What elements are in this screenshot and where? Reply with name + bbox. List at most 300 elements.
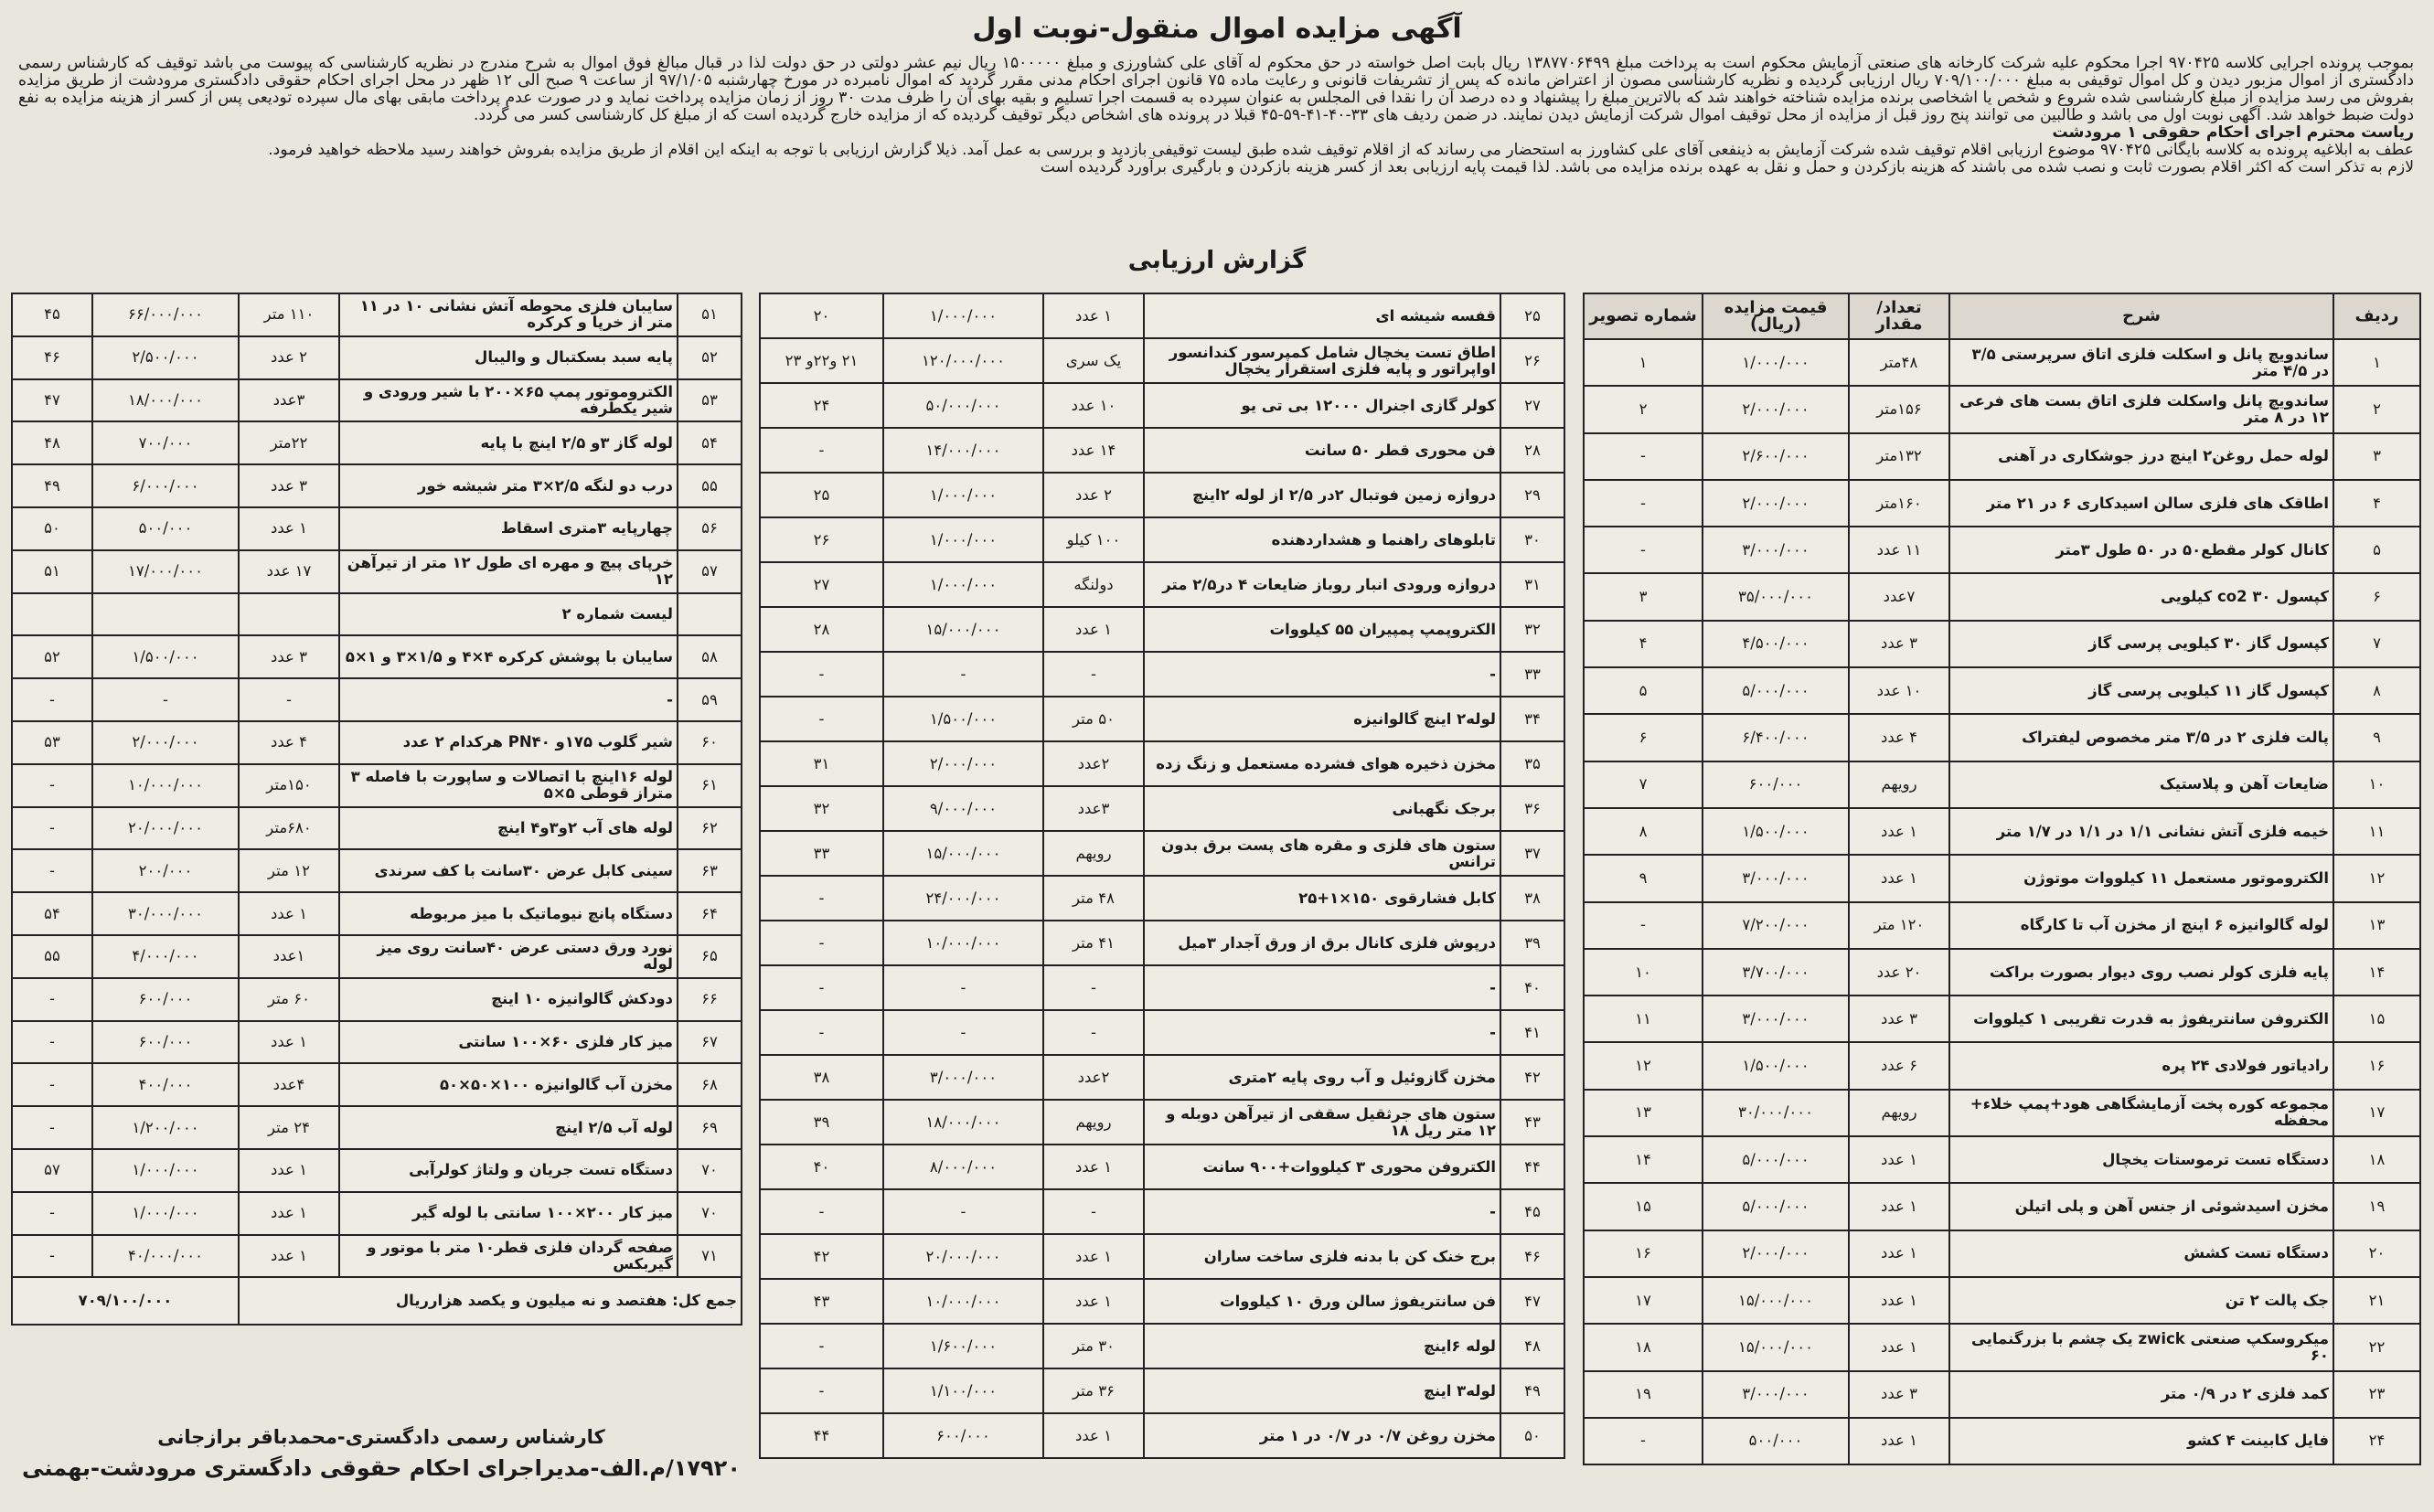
cell-image-no: ۱ [1584, 339, 1703, 386]
cell-quantity: ۷عدد [1849, 573, 1949, 620]
notice-title: آگهی مزایده اموال منقول-نوبت اول [972, 13, 1462, 45]
cell-row-no: ۵۱ [678, 293, 742, 336]
cell-row-no: ۱۲ [2333, 855, 2420, 901]
cell-quantity: - [239, 678, 339, 721]
cell-row-no: ۶۱ [678, 764, 742, 807]
cell-row-no: ۱۶ [2333, 1042, 2420, 1089]
cell-quantity [239, 593, 339, 636]
cell-image-no: - [12, 764, 92, 807]
cell-price: ۵۰۰/۰۰۰ [1703, 1418, 1849, 1464]
cell-price: ۱/۶۰۰/۰۰۰ [883, 1324, 1043, 1368]
cell-description: مخزن آب گالوانیزه ۱۰۰×۵۰×۵۰ [339, 1063, 678, 1106]
cell-price: ۳۵/۰۰۰/۰۰۰ [1703, 573, 1849, 620]
cell-row-no: ۱۱ [2333, 808, 2420, 855]
cell-description: ساندویچ پانل و اسکلت فلزی اتاق سرپرستی ۳/۵ در ۴/۵ متر [1949, 339, 2333, 386]
header-image: شماره تصویر [1584, 293, 1703, 339]
evaluation-table-3 [11, 293, 742, 1326]
cell-row-no: ۳۵ [1500, 741, 1564, 786]
table-row [12, 978, 742, 1021]
cell-image-no: ۴۲ [760, 1234, 883, 1279]
cell-quantity: ۱ عدد [1043, 1145, 1144, 1189]
cell-price: ۳/۰۰۰/۰۰۰ [1703, 855, 1849, 901]
cell-row-no: ۲۱ [2333, 1277, 2420, 1324]
table-row [760, 562, 1564, 607]
cell-description: کابل فشارقوی ۱۵۰×۱+۲۵ [1144, 876, 1500, 921]
cell-description: پالت فلزی ۲ در ۳/۵ متر مخصوص لیفتراک [1949, 714, 2333, 761]
cell-row-no: ۴ [2333, 480, 2420, 527]
cell-description: دروازه ورودی انبار روباز ضایعات ۴ در۲/۵ متر [1144, 562, 1500, 607]
cell-row-no: ۳ [2333, 433, 2420, 480]
table-row [1584, 339, 2420, 386]
table-row [760, 517, 1564, 562]
cell-description: لوله های آب ۲و۳و۴ اینچ [339, 807, 678, 850]
cell-description: ضایعات آهن و پلاستیک [1949, 761, 2333, 808]
cell-row-no: ۴۹ [1500, 1368, 1564, 1413]
cell-price: ۲/۰۰۰/۰۰۰ [1703, 386, 1849, 432]
cell-quantity: ۳ عدد [239, 464, 339, 507]
cell-description: لوله حمل روغن۲ اینچ درز جوشکاری در آهنی [1949, 433, 2333, 480]
table-row [760, 1055, 1564, 1100]
cell-quantity: ۱۵۰متر [239, 764, 339, 807]
cell-quantity: ۱۵۶متر [1849, 386, 1949, 432]
cell-description: مخزن ذخیره هوای فشرده مستعمل و زنگ زده [1144, 741, 1500, 786]
cell-image-no: - [12, 807, 92, 850]
cell-price: ۷۰۰/۰۰۰ [92, 421, 239, 464]
cell-image-no: ۱۷ [1584, 1277, 1703, 1324]
cell-image-no: - [760, 965, 883, 1010]
cell-image-no: - [760, 1368, 883, 1413]
cell-image-no: ۲۷ [760, 562, 883, 607]
cell-price: ۵/۰۰۰/۰۰۰ [1703, 1136, 1849, 1183]
cell-price: ۵۰/۰۰۰/۰۰۰ [883, 383, 1043, 428]
cell-quantity: ۶۸۰متر [239, 807, 339, 850]
cell-description: فن محوری قطر ۵۰ سانت [1144, 428, 1500, 473]
table-row [12, 849, 742, 892]
cell-image-no: - [760, 921, 883, 965]
cell-row-no: ۶۵ [678, 935, 742, 978]
table-row [760, 786, 1564, 831]
cell-quantity: ۱ عدد [239, 1235, 339, 1278]
cell-price: ۲۴/۰۰۰/۰۰۰ [883, 876, 1043, 921]
cell-row-no: ۴۳ [1500, 1100, 1564, 1145]
cell-quantity: ۱ عدد [1849, 1183, 1949, 1230]
cell-price: ۱/۲۰۰/۰۰۰ [92, 1106, 239, 1149]
cell-price: ۱۵/۰۰۰/۰۰۰ [1703, 1324, 1849, 1370]
cell-image-no: ۴۸ [12, 421, 92, 464]
cell-description: الکتروپمپ پمپیران ۵۵ کیلووات [1144, 607, 1500, 652]
cell-price: ۱/۰۰۰/۰۰۰ [883, 517, 1043, 562]
cell-description: درب دو لنگه ۲/۵×۳ متر شیشه خور [339, 464, 678, 507]
cell-description: سایبان با پوشش کرکره ۴×۴ و ۱/۵×۳ و ۱×۵ [339, 635, 678, 678]
cell-quantity: ۳عدد [239, 379, 339, 422]
cell-image-no: ۵۷ [12, 1149, 92, 1192]
table-row [760, 1279, 1564, 1324]
cell-image-no: - [12, 678, 92, 721]
cell-quantity: ۴۸متر [1849, 339, 1949, 386]
cell-description: ساندویچ پانل واسکلت فلزی اتاق بست های فرعی ۱۲ در ۸ متر [1949, 386, 2333, 432]
cell-quantity: ۴۱ متر [1043, 921, 1144, 965]
cell-price: ۱۴/۰۰۰/۰۰۰ [883, 428, 1043, 473]
cell-quantity: ۱ عدد [1849, 1230, 1949, 1277]
cell-price: ۵/۰۰۰/۰۰۰ [1703, 1183, 1849, 1230]
cell-description: خیمه فلزی آتش نشانی ۱/۱ در ۱/۱ در ۱/۷ متر [1949, 808, 2333, 855]
cell-row-no: ۱۹ [2333, 1183, 2420, 1230]
cell-price: ۷/۲۰۰/۰۰۰ [1703, 902, 1849, 949]
cell-quantity: ۱۰ عدد [1849, 667, 1949, 714]
cell-description: - [1144, 652, 1500, 697]
cell-row-no: ۵۶ [678, 507, 742, 550]
cell-description: قفسه شیشه ای [1144, 293, 1500, 338]
total-label: جمع کل: هفتصد و نه میلیون و یکصد هزارریال [239, 1277, 742, 1325]
cell-quantity: ۳۰ متر [1043, 1324, 1144, 1368]
table-row [1584, 386, 2420, 432]
cell-description: کانال کولر مقطع۵۰ در ۵۰ طول ۳متر [1949, 527, 2333, 573]
cell-quantity: ۳عدد [1043, 786, 1144, 831]
cell-price: ۲/۰۰۰/۰۰۰ [1703, 480, 1849, 527]
table-row [760, 1234, 1564, 1279]
cell-image-no: ۵۵ [12, 935, 92, 978]
cell-quantity: ۱ عدد [239, 1149, 339, 1192]
cell-row-no: ۵۸ [678, 635, 742, 678]
cell-price: ۲/۶۰۰/۰۰۰ [1703, 433, 1849, 480]
cell-description: سینی کابل عرض ۳۰سانت با کف سرندی [339, 849, 678, 892]
total-row [12, 1277, 742, 1325]
table-row [760, 1145, 1564, 1189]
cell-price: ۱۷/۰۰۰/۰۰۰ [92, 550, 239, 593]
cell-description: لوله آب ۲/۵ اینچ [339, 1106, 678, 1149]
table-row [760, 831, 1564, 876]
cell-quantity: ۱ عدد [1043, 293, 1144, 338]
cell-row-no: ۳۲ [1500, 607, 1564, 652]
cell-image-no: ۳۸ [760, 1055, 883, 1100]
table-row [1584, 1042, 2420, 1089]
table-row [12, 1235, 742, 1278]
cell-row-no: ۲۸ [1500, 428, 1564, 473]
table-row [760, 652, 1564, 697]
table-row [12, 550, 742, 593]
table-row [12, 1192, 742, 1235]
cell-image-no [12, 593, 92, 636]
cell-row-no: ۲۵ [1500, 293, 1564, 338]
cell-row-no: ۶۹ [678, 1106, 742, 1149]
table-row [1584, 1371, 2420, 1418]
evaluation-table-2 [759, 293, 1565, 1459]
cell-price: ۱/۰۰۰/۰۰۰ [883, 293, 1043, 338]
cell-quantity: ۲۰ عدد [1849, 949, 1949, 996]
cell-quantity: ۶۰ متر [239, 978, 339, 1021]
cell-description: کولر گازی اجنرال ۱۲۰۰۰ بی تی یو [1144, 383, 1500, 428]
cell-quantity: ۲۲متر [239, 421, 339, 464]
intro-addressee: ریاست محترم اجرای احکام حقوقی ۱ مرودشت [2052, 123, 2414, 142]
cell-description: - [1144, 1189, 1500, 1234]
table-row [12, 593, 742, 636]
cell-row-no: ۱۷ [2333, 1090, 2420, 1136]
cell-image-no: - [1584, 527, 1703, 573]
cell-image-no: - [12, 978, 92, 1021]
cell-quantity: ۲عدد [1043, 1055, 1144, 1100]
cell-quantity: ۱ عدد [1043, 1413, 1144, 1458]
cell-row-no: ۵۵ [678, 464, 742, 507]
cell-description: صفحه گردان فلزی قطر۱۰ متر با موتور و گیربکس [339, 1235, 678, 1278]
cell-image-no: - [760, 1324, 883, 1368]
cell-quantity: ۱۲ متر [239, 849, 339, 892]
cell-price: ۴/۵۰۰/۰۰۰ [1703, 621, 1849, 667]
cell-row-no: ۸ [2333, 667, 2420, 714]
cell-row-no: ۵۷ [678, 550, 742, 593]
cell-price: ۱/۵۰۰/۰۰۰ [1703, 808, 1849, 855]
cell-description: دستگاه تست جریان و ولتاژ کولرآبی [339, 1149, 678, 1192]
cell-quantity: ۱ عدد [239, 507, 339, 550]
cell-row-no: ۴۱ [1500, 1010, 1564, 1055]
cell-row-no: ۲۹ [1500, 473, 1564, 517]
cell-quantity: ۱۳۲متر [1849, 433, 1949, 480]
cell-quantity: ۵۰ متر [1043, 697, 1144, 741]
cell-description: کپسول گاز ۱۱ کیلویی پرسی گاز [1949, 667, 2333, 714]
cell-description: الکتروفن سانتریفوژ به قدرت تقریبی ۱ کیلووات [1949, 996, 2333, 1042]
cell-price: ۲۰/۰۰۰/۰۰۰ [883, 1234, 1043, 1279]
cell-row-no: ۶۷ [678, 1021, 742, 1064]
cell-row-no: ۴۴ [1500, 1145, 1564, 1189]
cell-price: - [883, 1010, 1043, 1055]
cell-quantity: ۴عدد [239, 1063, 339, 1106]
table-row [760, 1189, 1564, 1234]
cell-image-no: ۶ [1584, 714, 1703, 761]
cell-image-no: ۱۰ [1584, 949, 1703, 996]
cell-row-no: ۳۴ [1500, 697, 1564, 741]
intro-paragraph: بموجب پرونده اجرایی کلاسه ۹۷۰۴۲۵ اجرا محکوم علیه شرکت کارخانه های صنعتی آزمایش محکوم است به پرداخت مبلغ ۱۳۸۷۷۰۶۴۹۹ ریال بابت اصل خواسته در حق محکوم له آقای علی کشاورزی و مبلغ ۱۵۰۰۰۰۰ ریال نیم عشر دولتی در حق دولت لذا در قبال مبالغ فوق اموال به شرح مندرج در نظریه کارشناسی که پیوست می باشد توقیف که کارشناس رسمی دادگستری از اموال مزبور دیدن و کل اموال توقیفی به مبلغ ۷۰۹/۱۰۰/۰۰۰ ریال ارزیابی گردیده و نظریه کارشناسی مصون از اعتراض مانده که پس از تشریفات قانونی و رعایت ماده ۷۵ قانون اجرای احکام مدنی مقرر گردید که اموال نامبرده در مورخ چهارشنبه ۹۷/۱/۰۵ از ساعت ۹ صبح الی ۱۲ ظهر در محل اجرای احکام حقوقی دادگستری مرودشت از طریق مزایده بفروش می رسد مزایده از مبلغ کارشناسی شده شروع و شخص یا اشخاصی برنده مزایده شناخته خواهند شد که بالاترین مبلغ را پیشنهاد و ده درصد آن را نقدا فی المجلس به عنوان سپرده به قسمت اجرا تسلیم و بقیه بهای آن را ظرف مدت ۳۰ روز از زمان مزایده پرداخت نماید و در صورت عدم پرداخت مابقی بهای مال سپرده تودیعی پس از کسر از هزینه مزایده به نفع دولت ضبط خواهد شد. آگهی نوبت اول می باشد و طالبین می توانند پنج روز قبل از مزایده از محل توقیف اموال شرکت آزمایش دیدن نمایند. در ضمن ردیف های ۳۳-۴۰-۴۱-۵۹-۴۵ قبلا در پرونده های اشخاص دیگر توقیف گردیده که از مزایده خارج گردیده است که از مبلغ کل کارشناسی کسر می گردد. [18, 54, 2414, 124]
cell-image-no: ۲۴ [760, 383, 883, 428]
cell-row-no: ۲۶ [1500, 338, 1564, 383]
report-title: گزارش ارزیابی [1127, 247, 1307, 274]
cell-price: ۳/۰۰۰/۰۰۰ [1703, 527, 1849, 573]
cell-image-no: - [12, 1235, 92, 1278]
cell-image-no: ۴۳ [760, 1279, 883, 1324]
table-row [1584, 1324, 2420, 1370]
table-row [760, 338, 1564, 383]
cell-quantity: - [1043, 1189, 1144, 1234]
cell-description: لوله۲ اینچ گالوانیزه [1144, 697, 1500, 741]
cell-quantity: ۱ عدد [239, 892, 339, 935]
cell-price: ۹/۰۰۰/۰۰۰ [883, 786, 1043, 831]
cell-description: لوله ۶اینچ [1144, 1324, 1500, 1368]
cell-description: میز کار فلزی ۶۰×۱۰۰ سانتی [339, 1021, 678, 1064]
table-row [760, 1010, 1564, 1055]
cell-price: ۱۸/۰۰۰/۰۰۰ [883, 1100, 1043, 1145]
cell-price: ۱۰/۰۰۰/۰۰۰ [883, 921, 1043, 965]
cell-price: ۶/۴۰۰/۰۰۰ [1703, 714, 1849, 761]
cell-row-no: ۳۰ [1500, 517, 1564, 562]
expert-signature: کارشناس رسمی دادگستری-محمدباقر برازجانی [157, 1426, 605, 1448]
cell-description: - [1144, 1010, 1500, 1055]
header-row-no: ردیف [2333, 293, 2420, 339]
cell-description: لیست شماره ۲ [339, 593, 678, 636]
cell-quantity: رویهم [1849, 1090, 1949, 1136]
cell-price: ۸/۰۰۰/۰۰۰ [883, 1145, 1043, 1189]
cell-image-no: ۸ [1584, 808, 1703, 855]
cell-quantity: ۱۱۰ متر [239, 293, 339, 336]
cell-price: ۴۰/۰۰۰/۰۰۰ [92, 1235, 239, 1278]
table-row [12, 421, 742, 464]
cell-row-no: ۷۰ [678, 1149, 742, 1192]
cell-description: دودکش گالوانیزه ۱۰ اینچ [339, 978, 678, 1021]
cell-row-no: ۴۶ [1500, 1234, 1564, 1279]
table-row [1584, 902, 2420, 949]
cell-image-no: ۲۰ [760, 293, 883, 338]
cell-price: ۱/۰۰۰/۰۰۰ [1703, 339, 1849, 386]
table-row [12, 764, 742, 807]
cell-image-no: ۴۰ [760, 1145, 883, 1189]
table-row [1584, 855, 2420, 901]
cell-quantity: ۲ عدد [239, 336, 339, 379]
notice-intro [18, 55, 2414, 176]
table-header-row [1584, 293, 2420, 339]
intro-paragraph: لازم به تذکر است که اکثر اقلام بصورت ثابت و نصب شده می باشند که هزینه بازکردن و حمل و نقل به عهده برنده مزایده می باشد. لذا قیمت پایه ارزیابی بعد از کسر هزینه بازکردن و بارگیری برآورد گردیده است [1040, 158, 2414, 176]
cell-price: ۲/۰۰۰/۰۰۰ [883, 741, 1043, 786]
cell-row-no: ۱۴ [2333, 949, 2420, 996]
table-row [12, 1149, 742, 1192]
cell-quantity: دولنگه [1043, 562, 1144, 607]
table-row [760, 1413, 1564, 1458]
table-row [760, 1368, 1564, 1413]
cell-description: دروازه زمین فوتبال ۲در ۲/۵ از لوله ۲اینچ [1144, 473, 1500, 517]
cell-row-no: ۶۸ [678, 1063, 742, 1106]
table-row [12, 1063, 742, 1106]
cell-price: ۱۵/۰۰۰/۰۰۰ [883, 831, 1043, 876]
cell-quantity: ۳ عدد [239, 635, 339, 678]
cell-row-no: ۳۶ [1500, 786, 1564, 831]
cell-quantity: ۲۴ متر [239, 1106, 339, 1149]
table-row [12, 635, 742, 678]
cell-price: ۴۰۰/۰۰۰ [92, 1063, 239, 1106]
cell-row-no: ۳۷ [1500, 831, 1564, 876]
cell-image-no: - [760, 1189, 883, 1234]
table-row [760, 473, 1564, 517]
cell-price: ۲/۰۰۰/۰۰۰ [92, 721, 239, 764]
table-row [12, 1021, 742, 1064]
cell-quantity: رویهم [1849, 761, 1949, 808]
cell-image-no: ۷ [1584, 761, 1703, 808]
table-row [1584, 1230, 2420, 1277]
cell-price: ۱۸/۰۰۰/۰۰۰ [92, 379, 239, 422]
cell-price: ۳/۰۰۰/۰۰۰ [883, 1055, 1043, 1100]
manager-signature: ۱۷۹۲۰/م.الف-مدیراجرای احکام حقوقی دادگستری مرودشت-بهمنی [22, 1455, 741, 1481]
cell-price: ۶۰۰/۰۰۰ [883, 1413, 1043, 1458]
cell-row-no: ۳۳ [1500, 652, 1564, 697]
cell-price: ۱۰/۰۰۰/۰۰۰ [92, 764, 239, 807]
cell-price: ۲۰/۰۰۰/۰۰۰ [92, 807, 239, 850]
cell-price: ۱/۰۰۰/۰۰۰ [92, 1149, 239, 1192]
cell-quantity: ۳ عدد [1849, 1371, 1949, 1418]
cell-price: ۲۰۰/۰۰۰ [92, 849, 239, 892]
table-row [760, 921, 1564, 965]
cell-image-no: ۵۴ [12, 892, 92, 935]
cell-quantity: - [1043, 965, 1144, 1010]
cell-description: رادیاتور فولادی ۲۴ پره [1949, 1042, 2333, 1089]
cell-row-no: ۱ [2333, 339, 2420, 386]
cell-image-no: ۹ [1584, 855, 1703, 901]
cell-row-no: ۳۹ [1500, 921, 1564, 965]
table-row [1584, 1136, 2420, 1183]
cell-row-no: ۴۲ [1500, 1055, 1564, 1100]
cell-description: مخزن روغن ۰/۷ در ۰/۷ در ۱ متر [1144, 1413, 1500, 1458]
cell-description: ستون های فلزی و مقره های پست برق بدون ترانس [1144, 831, 1500, 876]
cell-row-no: ۴۵ [1500, 1189, 1564, 1234]
cell-row-no: ۶۲ [678, 807, 742, 850]
evaluation-table-1 [1583, 293, 2421, 1465]
cell-price: ۲/۵۰۰/۰۰۰ [92, 336, 239, 379]
cell-price: ۱/۱۰۰/۰۰۰ [883, 1368, 1043, 1413]
cell-description: - [339, 678, 678, 721]
cell-price: ۱۰/۰۰۰/۰۰۰ [883, 1279, 1043, 1324]
cell-quantity: ۱ عدد [1849, 808, 1949, 855]
cell-row-no: ۲۲ [2333, 1324, 2420, 1370]
cell-quantity: ۱۴ عدد [1043, 428, 1144, 473]
table-row [1584, 433, 2420, 480]
cell-price: ۱۵/۰۰۰/۰۰۰ [1703, 1277, 1849, 1324]
table-row [760, 741, 1564, 786]
cell-image-no: ۳۹ [760, 1100, 883, 1145]
cell-image-no: ۵ [1584, 667, 1703, 714]
cell-price: - [92, 678, 239, 721]
cell-image-no: - [1584, 480, 1703, 527]
table-row [1584, 949, 2420, 996]
cell-row-no: ۲۰ [2333, 1230, 2420, 1277]
cell-price: ۵۰۰/۰۰۰ [92, 507, 239, 550]
table-row [1584, 1183, 2420, 1230]
table-row [1584, 621, 2420, 667]
cell-description: نورد ورق دستی عرض ۴۰سانت روی میز لوله [339, 935, 678, 978]
cell-quantity: یک سری [1043, 338, 1144, 383]
cell-price: ۳/۷۰۰/۰۰۰ [1703, 949, 1849, 996]
cell-row-no: ۵۴ [678, 421, 742, 464]
cell-row-no [678, 593, 742, 636]
cell-image-no: ۱۹ [1584, 1371, 1703, 1418]
cell-image-no: ۱۶ [1584, 1230, 1703, 1277]
cell-image-no: ۳ [1584, 573, 1703, 620]
cell-price: ۳۰/۰۰۰/۰۰۰ [1703, 1090, 1849, 1136]
table-row [1584, 714, 2420, 761]
cell-image-no: - [1584, 902, 1703, 949]
cell-image-no: ۴۷ [12, 379, 92, 422]
table-row [12, 935, 742, 978]
cell-row-no: ۲۷ [1500, 383, 1564, 428]
cell-quantity: ۳ عدد [1849, 621, 1949, 667]
cell-row-no: ۴۰ [1500, 965, 1564, 1010]
cell-quantity: رویهم [1043, 1100, 1144, 1145]
cell-quantity: ۱ عدد [239, 1021, 339, 1064]
intro-paragraph: عطف به ابلاغیه پرونده به کلاسه بایگانی ۹۷۰۴۲۵ موضوع ارزیابی اقلام توقیف شده شرکت آزمایش به ذینفعی آقای علی کشاورز به استحضار می رساند که از اقلام توقیف شده طبق لیست توقیفی بازدید و بررسی به عمل آمد. ذیلا گزارش ارزیابی با توجه به اینکه این اقلام از طریق مزایده بفروش خواهند رسید ملاحظه خواهید فرمود. [268, 141, 2414, 159]
table-row [1584, 527, 2420, 573]
cell-row-no: ۱۵ [2333, 996, 2420, 1042]
table-row [12, 678, 742, 721]
cell-image-no: - [12, 1021, 92, 1064]
cell-row-no: ۲۴ [2333, 1418, 2420, 1464]
cell-price: ۳/۰۰۰/۰۰۰ [1703, 1371, 1849, 1418]
cell-price: ۱/۰۰۰/۰۰۰ [883, 562, 1043, 607]
cell-price: ۴/۰۰۰/۰۰۰ [92, 935, 239, 978]
cell-description: دستگاه تست ترموستات یخچال [1949, 1136, 2333, 1183]
cell-price: ۱۵/۰۰۰/۰۰۰ [883, 607, 1043, 652]
cell-price: ۶۰۰/۰۰۰ [92, 978, 239, 1021]
table-row [760, 383, 1564, 428]
cell-quantity: ۱۲۰ متر [1849, 902, 1949, 949]
cell-price: ۶۶/۰۰۰/۰۰۰ [92, 293, 239, 336]
cell-quantity: ۳۶ متر [1043, 1368, 1144, 1413]
table-row [1584, 996, 2420, 1042]
cell-image-no: ۵۱ [12, 550, 92, 593]
cell-image-no: - [1584, 433, 1703, 480]
cell-image-no: ۴۵ [12, 293, 92, 336]
